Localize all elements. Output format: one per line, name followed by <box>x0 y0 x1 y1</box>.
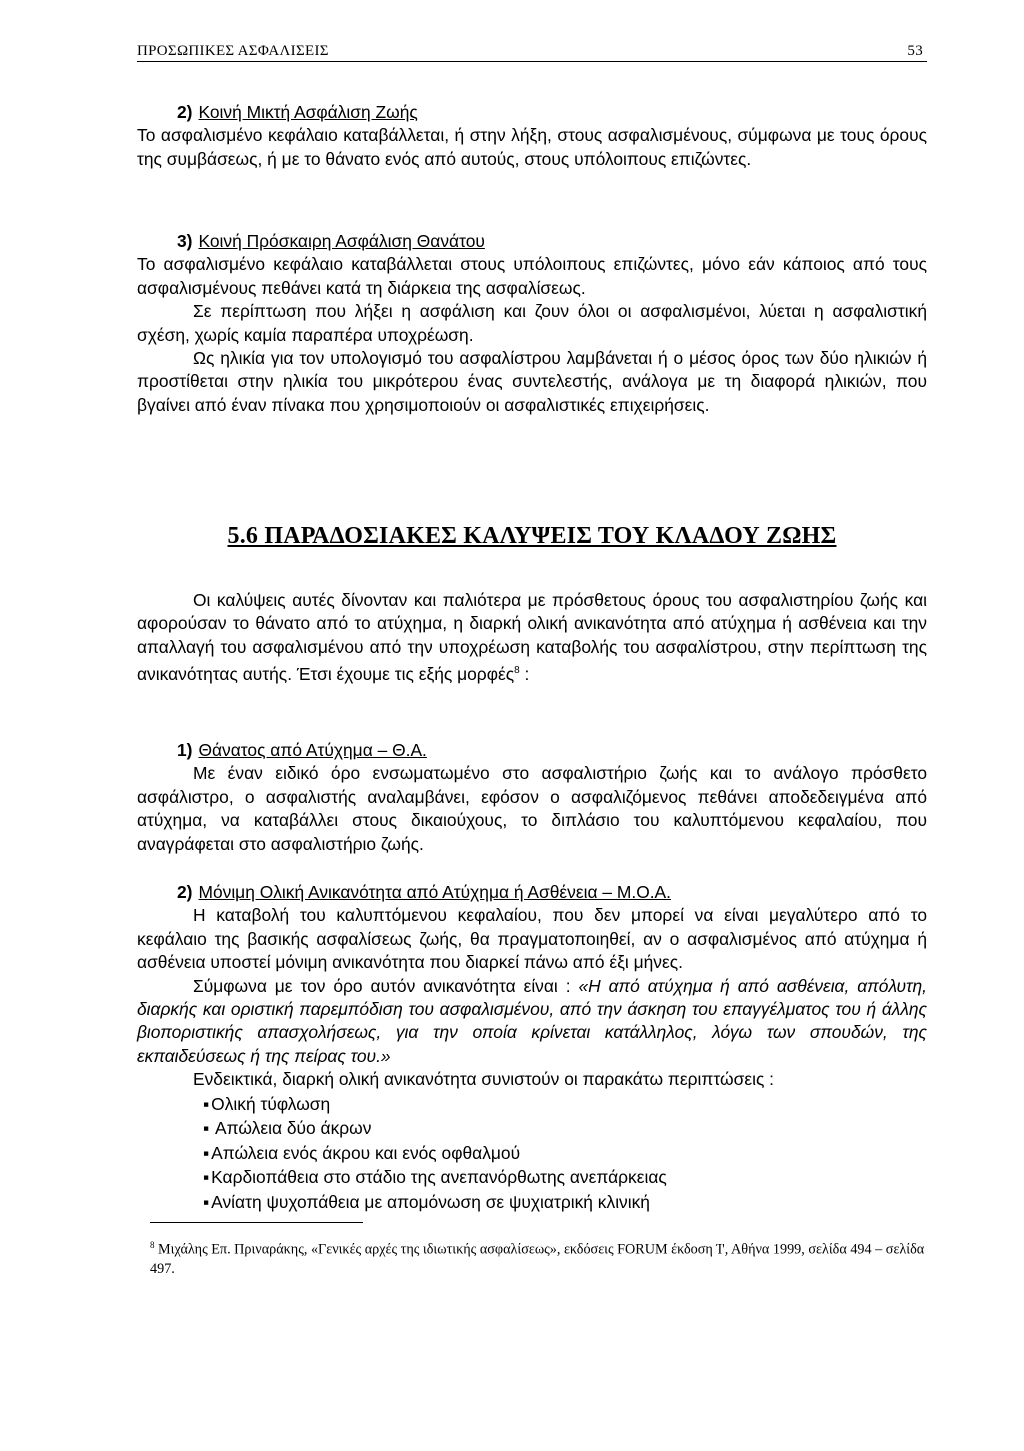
paragraph <box>137 975 927 1069</box>
definition-quote: «Η από ατύχημα ή από ασθένεια, απόλυτη, διαρκής και οριστική παρεμπόδιση του ασφαλισμένου, από την άσκηση του επαγγέλματος του ή άλλης βιοποριστικής απασχολήσεως, για την οποία κρίνεται κατάλληλος, λόγω των σπουδών, της εκπαιδεύσεως ή της πείρας του.» <box>137 975 927 1066</box>
list-item: ▪ Ολική τύφλωση <box>203 1093 331 1114</box>
item-heading <box>137 881 927 904</box>
item-title: Μόνιμη Ολική Ανικανότητα από Ατύχημα ή Ασθένεια – Μ.Ο.Α. <box>198 882 671 902</box>
list-item: ▪ Απώλεια δύο άκρων <box>203 1118 372 1139</box>
section-intro <box>137 589 927 686</box>
bullet-icon: ▪ <box>203 1192 210 1213</box>
page-header <box>137 43 927 65</box>
paragraph: Το ασφαλισμένο κεφάλαιο καταβάλλεται στους υπόλοιπους επιζώντες, μόνο εάν κάποιος από τους ασφαλισμένους πεθάνει κατά τη διάρκεια της ασφαλίσεως. <box>137 254 927 298</box>
paragraph: Σε περίπτωση που λήξει η ασφάλιση και ζουν όλοι οι ασφαλισμένοι, λύεται η ασφαλιστική σχέση, χωρίς καμία παραπέρα υποχρέωση. <box>137 301 927 345</box>
paragraph: Ενδεικτικά, διαρκή ολική ανικανότητα συνιστούν οι παρακάτω περιπτώσεις : <box>193 1069 774 1090</box>
coverage-accidental-death <box>137 739 927 856</box>
coverage-permanent-disability <box>137 881 927 1215</box>
item-title: Κοινή Μικτή Ασφάλιση Ζωής <box>198 102 418 122</box>
bullet-icon: ▪ <box>203 1167 210 1188</box>
footnote-reference: 8 <box>514 665 520 677</box>
definition-lead: Σύμφωνα με τον όρο αυτόν ανικανότητα είναι : <box>193 975 579 996</box>
intro-text: Οι καλύψεις αυτές δίνονταν και παλιότερα με πρόσθετους όρους του ασφαλιστηρίου ζωής και αφορούσαν το θάνατο από το ατύχημα, η διαρκή ολική ανικανότητα από ατύχημα ή ασθένεια και την απαλλαγή του ασφαλισμένου από την υποχρέωση καταβολής του ασφαλίστρου, στην περίπτωση της ανικανότητας αυτής. Έτσι έχουμε τις εξής μορφές <box>137 590 927 685</box>
disability-cases-list <box>137 1092 927 1215</box>
item-title: Θάνατος από Ατύχημα – Θ.Α. <box>198 740 427 760</box>
header-rule <box>137 61 927 62</box>
item-number: 2) <box>177 102 193 122</box>
paragraph: Με έναν ειδικό όρο ενσωματωμένο στο ασφαλιστήριο ζωής και το ανάλογο πρόσθετο ασφάλιστρο, ο ασφαλιστής αναλαμβάνει, εφόσον ο ασφαλιζόμενος πεθάνει αποδεδειγμένα από ατύχημα, να καταβάλλει στους δικαιούχους, το διπλάσιο του καλυπτόμενου κεφαλαίου, που αναγράφεται στο ασφαλιστήριο ζωής. <box>137 763 927 854</box>
paragraph: Το ασφαλισμένο κεφάλαιο καταβάλλεται, ή στην λήξη, στους ασφαλισμένους, σύμφωνα με τους όρους της συμβάσεως, ή με το θάνατο ενός από αυτούς, στους υπόλοιπους επιζώντες. <box>137 125 927 169</box>
list-item: ▪ Καρδιοπάθεια στο στάδιο της ανεπανόρθωτης ανεπάρκειας <box>203 1167 667 1188</box>
item-number: 3) <box>177 231 193 251</box>
paragraph: Ως ηλικία για τον υπολογισμό του ασφαλίστρου λαμβάνεται ή ο μέσος όρος των δύο ηλικιών ή προστίθεται στην ηλικία του μικρότερου ένας συντελεστής, ανάλογα με τη διαφορά ηλικιών, που βγαίνει από έναν πίνακα που χρησιμοποιούν οι ασφαλιστικές επιχειρήσεις. <box>137 348 927 415</box>
bullet-icon: ▪ <box>203 1093 210 1114</box>
item-joint-term-death <box>137 230 927 417</box>
bullet-icon: ▪ <box>203 1118 210 1139</box>
footnote-rule <box>150 1222 363 1223</box>
page-number: 53 <box>907 43 923 59</box>
item-number: 2) <box>177 882 193 902</box>
section-title: 5.6 ΠΑΡΑΔΟΣΙΑΚΕΣ ΚΑΛΥΨΕΙΣ ΤΟΥ ΚΛΑΔΟΥ ΖΩΗΣ <box>227 523 837 549</box>
paragraph <box>137 589 927 686</box>
item-title: Κοινή Πρόσκαιρη Ασφάλιση Θανάτου <box>198 231 485 251</box>
running-title: ΠΡΟΣΩΠΙΚΕΣ ΑΣΦΑΛΙΣΕΙΣ <box>137 43 329 59</box>
item-heading <box>137 739 927 762</box>
item-number: 1) <box>177 740 193 760</box>
footnote-text: Μιχάλης Επ. Πριναράκης, «Γενικές αρχές της ιδιωτικής ασφαλίσεως», εκδόσεις FORUM έκδοση Ί', Αθήνα 1999, σελίδα 494 – σελίδα 497. <box>150 1241 925 1277</box>
intro-end: : <box>519 664 530 685</box>
bullet-icon: ▪ <box>203 1142 210 1163</box>
footnote-marker: 8 <box>150 1240 155 1250</box>
list-item: ▪ Ανίατη ψυχοπάθεια με απομόνωση σε ψυχιατρική κλινική <box>203 1192 650 1213</box>
item-heading <box>137 230 927 253</box>
paragraph: Η καταβολή του καλυπτόμενου κεφαλαίου, που δεν μπορεί να είναι μεγαλύτερο από το κεφάλαιο της βασικής ασφαλίσεως ζωής, θα πραγματοποιηθεί, αν ο ασφαλισμένος από ατύχημα ή ασθένεια υποστεί μόνιμη ανικανότητα που διαρκεί πάνω από έξι μήνες. <box>137 905 927 973</box>
item-heading <box>137 101 927 124</box>
list-item: ▪ Απώλεια ενός άκρου και ενός οφθαλμού <box>203 1142 521 1163</box>
footnote <box>150 1236 940 1279</box>
item-joint-mixed-life <box>137 101 927 171</box>
